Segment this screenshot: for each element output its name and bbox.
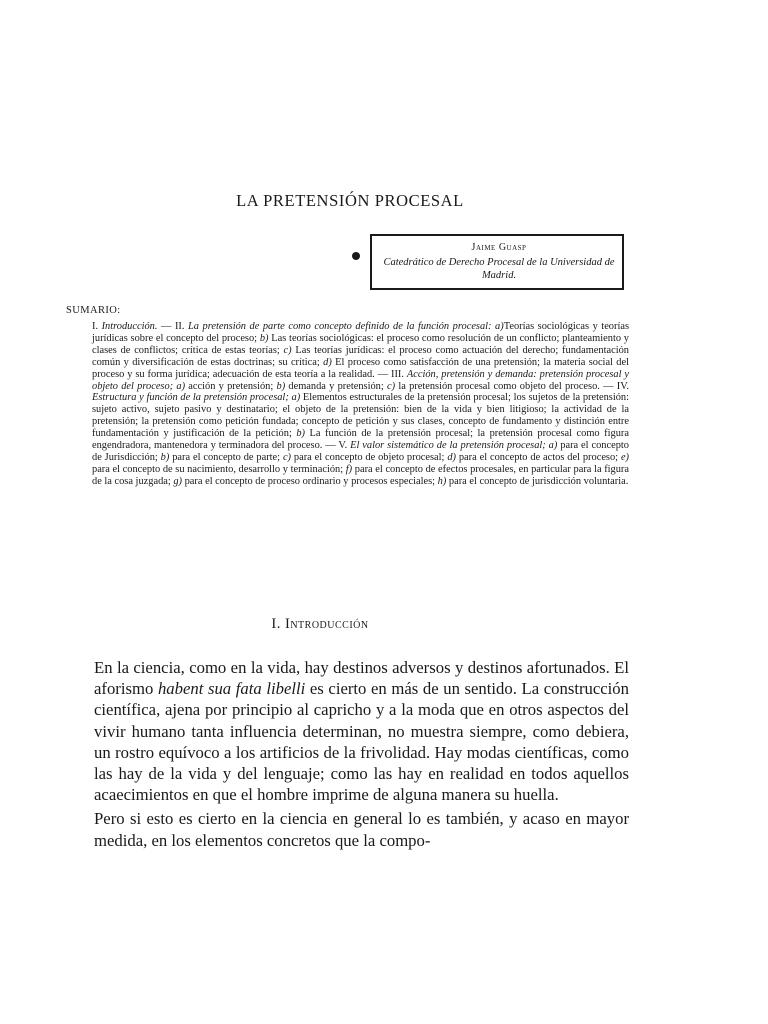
bullet-mark: [352, 252, 360, 260]
author-box: [370, 234, 624, 290]
article-title: LA PRETENSIÓN PROCESAL: [236, 191, 464, 210]
section-heading: I. Introducción: [271, 616, 369, 632]
body-text: [94, 657, 629, 851]
paragraph: En la ciencia, como en la vida, hay destinos adversos y destinos afortunados. El aforismo habent sua fata libelli es cierto en más de un sentido. La construcción científica, ajena por principio al capricho y a la moda que en otros aspectos del vivir humano tanta influencia determinan, no muestra siempre, como debiera, un rostro equívoco a los artificios de la frivolidad. Hay modas científicas, como las hay de la vida y del lenguaje; como las hay en realidad en todos aquellos acaecimientos en que el hombre imprime de alguna manera su huella.: [94, 658, 629, 805]
paragraph: Pero si esto es cierto en la ciencia en general lo es también, y acaso en mayor medida, en los elementos concretos que la compo-: [94, 809, 629, 850]
author-name: Jaime Guasp: [471, 242, 527, 253]
sumario-text: I. Introducción. — II. La pretensión de parte como concepto definido de la función procesal: a)Teorías sociológicas y teorías jurídicas sobre el concepto del proceso; b) Las teorías sociológicas: el proceso como resolución de un conflicto; planteamiento y clases de conflictos; crítica de estas teorías; c) Las teorías jurídicas: el proceso como actuación del derecho; fundamentación común y diversificación de estas doctrinas; su crítica; d) El proceso como satisfacción de una pretensión; la materia social del proceso y su forma jurídica; adecuación de esta teoría a la realidad. — III. Acción, pretensión y demanda: pretensión procesal y objeto del proceso; a) acción y pretensión; b) demanda y pretensión; c) la pretensión procesal como objeto del proceso. — IV. Estructura y función de la pretensión procesal; a) Elementos estructurales de la pretensión procesal; los sujetos de la pretensión: sujeto activo, sujeto pasivo y destinatario; el objeto de la pretensión: bien de la vida y bien litigioso; la actividad de la pretensión; la pretensión como petición fundada; concepto de petición y sus clases, concepto de fundamento y distinción entre fundamentación y justificación de la petición; b) La función de la pretensión procesal; la pretensión procesal como figura engendradora, mantenedora y terminadora del proceso. — V. El valor sistemático de la pretensión procesal; a) para el concepto de Jurisdicción; b) para el concepto de parte; c) para el concepto de objeto procesal; d) para el concepto de actos del proceso; e) para el concepto de su nacimiento, desarrollo y terminación; f) para el concepto de efectos procesales, en particular para la figura de la cosa juzgada; g) para el concepto de proceso ordinario y procesos especiales; h) para el concepto de jurisdicción voluntaria.: [92, 321, 630, 487]
author-role: Catedrático de Derecho Procesal de la Universidad de Madrid.: [383, 257, 615, 281]
sumario-label: SUMARIO:: [66, 305, 121, 316]
